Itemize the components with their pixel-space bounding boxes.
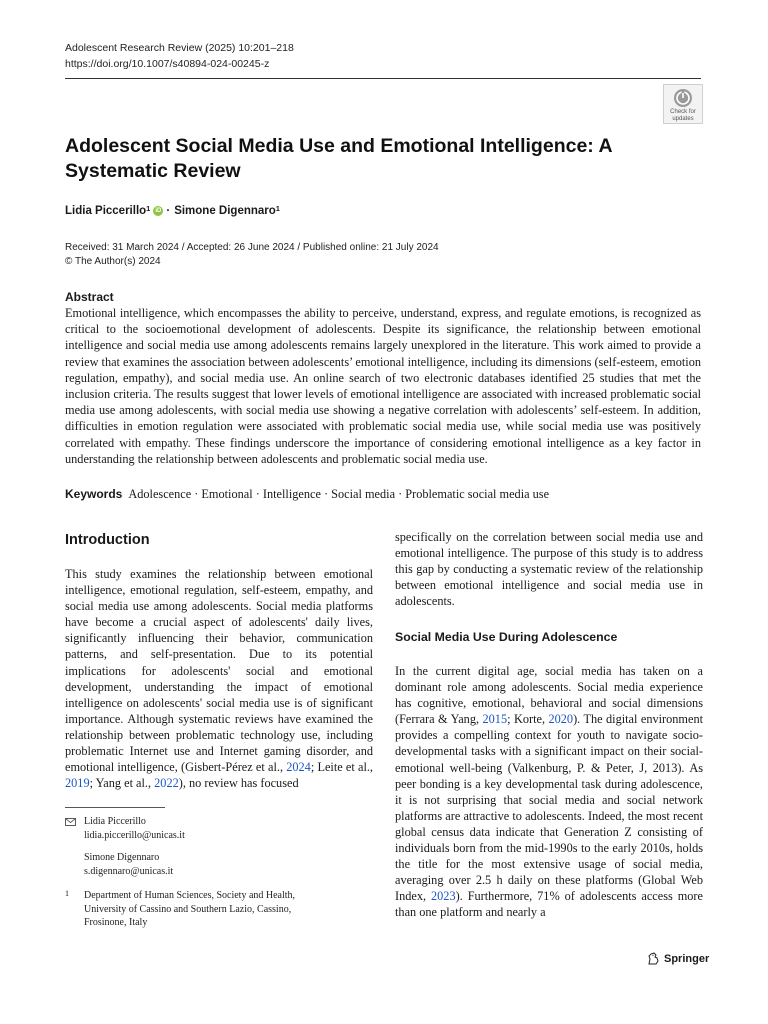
citation-link[interactable]: 2015	[482, 712, 508, 727]
springer-horse-icon	[647, 952, 660, 965]
section-paragraph: In the current digital age, social media has taken on a dominant role among adolescents. Social media experience has cognitive, emotional, behavioral and social dimensions (Ferrara & Yang, 2015; Korte, 2020). The digital environment provides a compelling context for youth to navigate socio-developmental tasks with a significant impact on their social-emotional well-being (Valkenburg, P. & Peter, J, 2013). As peer bonding is a key developmental task during adolescence, it is not surprising that social media and social network platforms are attractive to adolescents. Indeed, the most recent global census data indicate that Generation Z consisting of individuals born from the mid-1990s to the early 2010s, holds the title for the most extensive usage of social media, averaging over 2.5 h daily on these platforms (Global Web Index, 2023). Furthermore, 71% of adolescents access more than one platform and nearly a	[395, 664, 704, 920]
right-column-body	[395, 663, 703, 921]
footnote-rule	[65, 807, 165, 808]
check-updates-label: Check for updates	[670, 109, 696, 122]
author-affil-sup-2: 1	[275, 204, 280, 213]
doi-link[interactable]: https://doi.org/10.1007/s40894-024-00245-z	[65, 58, 270, 70]
header-rule	[65, 78, 701, 79]
affiliation: Department of Human Sciences, Society and Health, University of Cassino and Southern Lazio, Cassino, Frosinone, Italy	[84, 890, 296, 928]
citation-link[interactable]: 2023	[431, 889, 456, 904]
footnote-author-name: Lidia Piccerillo	[84, 816, 146, 827]
intro-paragraph-continued: specifically on the correlation between social media use and emotional intelligence. The purpose of this study is to address this gap by conducting a systematic review of the relationship between emotional intelligence and social media use in adolescents.	[395, 530, 703, 609]
citation-link[interactable]: 2020	[548, 712, 574, 727]
author-name-2[interactable]: Simone Digennaro	[174, 205, 276, 217]
left-column	[65, 566, 373, 791]
date-history: Received: 31 March 2024 / Accepted: 26 June 2024 / Published online: 21 July 2024	[65, 242, 439, 253]
abstract-heading: Abstract	[65, 290, 114, 304]
keywords-list: Adolescence · Emotional · Intelligence · Social media · Problematic social media use	[128, 487, 550, 501]
author-separator: ·	[166, 205, 171, 217]
check-for-updates-badge[interactable]	[663, 84, 703, 124]
publication-dates	[65, 241, 439, 269]
article-title: Adolescent Social Media Use and Emotional Intelligence: A Systematic Review	[65, 135, 612, 182]
keywords-label: Keywords	[65, 487, 123, 501]
check-updates-icon	[673, 88, 693, 108]
publisher-logo	[647, 952, 709, 965]
orcid-icon[interactable]: iD	[155, 208, 162, 214]
keywords-line	[65, 486, 549, 502]
footnote-author-email[interactable]: lidia.piccerillo@unicas.it	[84, 829, 185, 841]
corresponding-author-1	[84, 815, 185, 842]
publisher-name: Springer	[664, 952, 710, 965]
author-name-1[interactable]: Lidia Piccerillo	[65, 205, 147, 217]
abstract-body: Emotional intelligence, which encompasses the ability to perceive, understand, express, and regulate emotions, is recognized as critical to the socioemotional development of adolescents. Despite its significance, the relationship between emotional intelligence and social media use among adolescents remains largely unexplored in the literature. This work aimed to provide a review that examines the association between adolescents’ emotional intelligence, including its dimensions (self-esteem, emotion regulation, empathy), and social media use. An online search of two electronic databases identified 25 studies that met the inclusion criteria. The results suggest that lower levels of emotional intelligence are associated with increased problematic social media use among adolescents, with social media use showing a negative correlation with adolescents’ self-esteem. In addition, difficulties in emotion regulation were associated with problematic social media use, while social media use was positively correlated with empathy. These findings underscore the importance of considering emotional intelligence as a key factor in understanding the relationship between adolescents and problematic social media use.	[65, 306, 701, 466]
citation-link[interactable]: 2022	[154, 776, 179, 791]
corresponding-author-2	[84, 851, 173, 878]
mail-icon	[65, 818, 76, 826]
journal-citation: Adolescent Research Review (2025) 10:201–218	[65, 42, 294, 54]
citation-link[interactable]: 2024	[286, 760, 311, 775]
section-heading-social-media: Social Media Use During Adolescence	[395, 630, 618, 644]
journal-header	[65, 40, 294, 72]
intro-heading: Introduction	[65, 532, 150, 548]
right-column-top	[395, 529, 703, 609]
affiliation-sup: 1	[65, 889, 69, 898]
author-affil-sup-1: 1	[146, 204, 151, 213]
footnote-author-name: Simone Digennaro	[84, 852, 160, 863]
citation-link[interactable]: 2019	[65, 776, 90, 791]
intro-paragraph: This study examines the relationship between emotional intelligence, emotional regulation, self-esteem, empathy, and social media use among adolescents. Social media platforms have become a crucial aspect of adolescents' daily lives, significantly influencing their behavior, communication patterns, and self-presentation. Due to its potential implications for adolescents' social and emotional development, understanding the impact of emotional intelligence on adolescents' social media use is of significant importance. Although systematic reviews have examined the relationship between problematic technology use, including problematic Internet use and Internet gaming disorder, and emotional intelligence, (Gisbert-Pérez et al., 2024; Leite et al., 2019; Yang et al., 2022), no review has focused	[65, 567, 374, 791]
footnote-author-email[interactable]: s.digennaro@unicas.it	[84, 865, 174, 877]
author-list	[65, 204, 280, 218]
copyright-line: © The Author(s) 2024	[65, 256, 161, 267]
